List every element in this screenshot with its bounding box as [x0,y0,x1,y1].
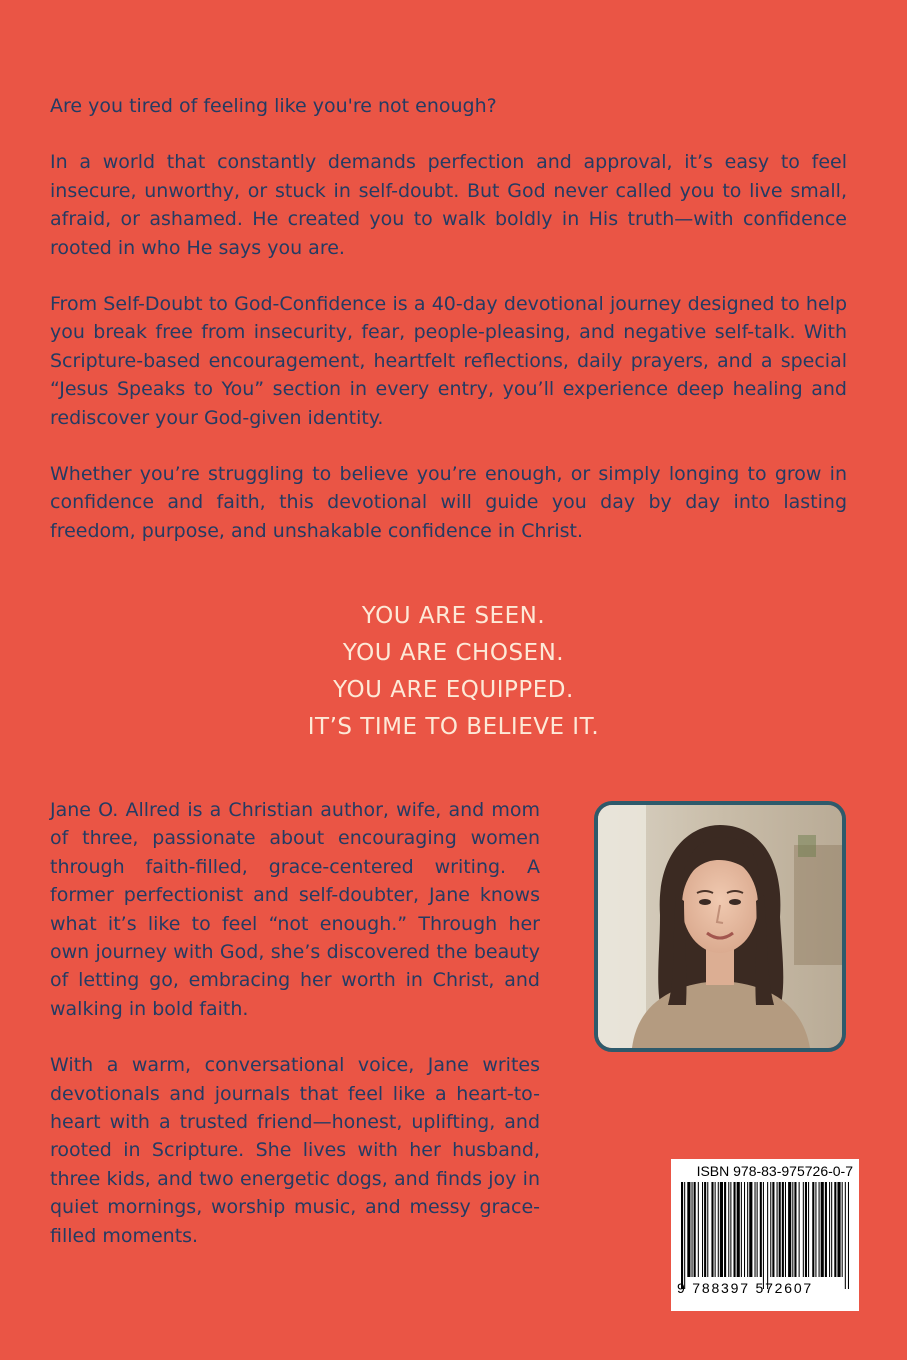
author-portrait-image [598,805,842,1048]
tagline-line: YOU ARE EQUIPPED. [333,677,574,703]
closing-paragraph: Whether you’re struggling to believe you’re enough, or simply longing to grow in confidence and faith, this devotional will guide you day by day into lasting freedom, purpose, and unshakable confidence in Christ. [50,463,847,542]
barcode-bars [677,1182,853,1289]
author-bio [50,796,540,1278]
tagline-line: IT’S TIME TO BELIEVE IT. [307,714,600,740]
intro-paragraph: In a world that constantly demands perfection and approval, it’s easy to feel insecure, unworthy, or stuck in self-doubt. But God never called you to live small, afraid, or ashamed. He created you to walk boldly in His truth—with confidence rooted in who He says you are. [50,151,847,259]
tagline-line: YOU ARE SEEN. [361,603,546,629]
author-photo [594,801,846,1052]
intro-blurb [50,92,847,573]
isbn-barcode [671,1159,859,1311]
tagline [0,598,907,746]
isbn-label: ISBN 978-83-975726-0-7 [696,1163,853,1179]
author-bio-paragraph: Jane O. Allred is a Christian author, wife, and mom of three, passionate about encouraging women through faith-filled, grace-centered writing. A former perfectionist and self-doubter, Jane knows what it’s like to feel “not enough.” Through her own journey with God, she’s discovered the beauty of letting go, embracing her worth in Christ, and walking in bold faith. [50,799,540,1020]
book-description: From Self-Doubt to God-Confidence is a 40-day devotional journey designed to help you break free from insecurity, fear, people-pleasing, and negative self-talk. With Scripture-based encouragement, heartfelt reflections, daily prayers, and a special “Jesus Speaks to You” section in every entry, you’ll experience deep healing and rediscover your God-given identity. [50,293,847,429]
author-bio-paragraph: With a warm, conversational voice, Jane writes devotionals and journals that feel like a heart-to-heart with a trusted friend—honest, uplifting, and rooted in Scripture. She lives with her husband, three kids, and two energetic dogs, and finds joy in quiet mornings, worship music, and messy grace-filled moments. [50,1054,540,1247]
intro-question: Are you tired of feeling like you're not enough? [50,95,497,117]
tagline-line: YOU ARE CHOSEN. [342,640,565,666]
barcode-digits: 9 788397 572607 [677,1280,813,1296]
